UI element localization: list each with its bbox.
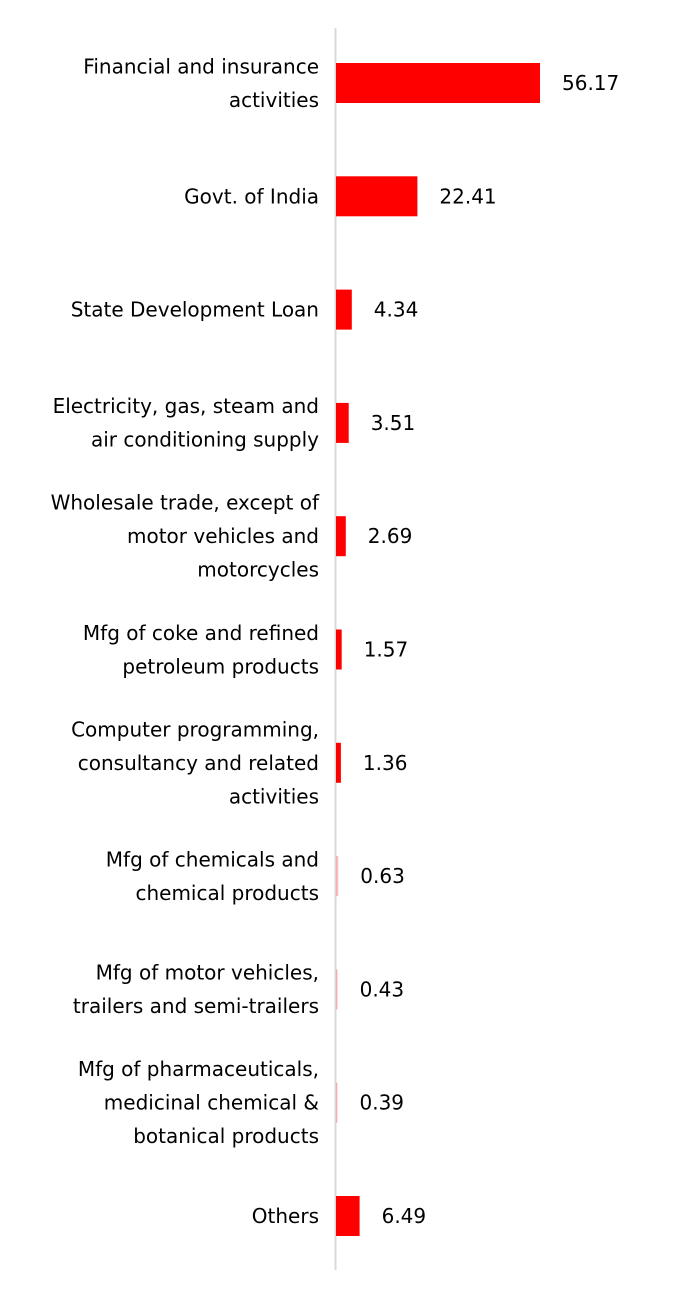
- category-label-4: [53, 394, 320, 452]
- category-label-1: [83, 54, 319, 112]
- category-label-line: medicinal chemical &: [103, 1090, 319, 1115]
- category-label-line: Computer programming,: [71, 717, 319, 742]
- bar-6: [336, 630, 342, 670]
- bar-8: [336, 856, 338, 896]
- category-label-line: Mfg of coke and refined: [82, 620, 319, 645]
- bar-11: [336, 1196, 360, 1236]
- category-label-line: State Development Loan: [70, 297, 319, 322]
- category-label-5: [51, 491, 320, 582]
- category-label-line: activities: [228, 784, 319, 809]
- category-labels-group: [51, 54, 320, 1228]
- category-label-line: consultancy and related: [77, 750, 319, 775]
- bar-4: [336, 403, 349, 443]
- category-label-9: [73, 961, 319, 1019]
- category-label-line: chemical products: [135, 880, 319, 905]
- category-label-line: botanical products: [133, 1124, 319, 1149]
- category-label-line: Mfg of motor vehicles,: [95, 960, 319, 985]
- category-label-line: Mfg of chemicals and: [105, 847, 319, 872]
- value-label-7: 1.36: [362, 750, 408, 775]
- bar-7: [336, 743, 341, 783]
- bar-2: [336, 176, 417, 216]
- category-label-line: Others: [251, 1204, 319, 1228]
- category-label-8: [106, 847, 319, 905]
- category-label-3: [71, 298, 319, 322]
- category-label-11: [252, 1204, 319, 1228]
- category-label-6: [83, 621, 319, 679]
- category-label-line: motorcycles: [197, 557, 319, 582]
- category-label-2: [184, 184, 319, 208]
- bar-5: [336, 516, 346, 556]
- category-label-line: Govt. of India: [184, 184, 319, 209]
- category-label-line: Electricity, gas, steam and: [52, 394, 319, 419]
- value-label-11: 6.49: [381, 1204, 427, 1228]
- category-label-line: air conditioning supply: [90, 427, 319, 452]
- value-label-9: 0.43: [359, 977, 405, 1002]
- bar-10: [336, 1083, 338, 1123]
- value-labels-group: [360, 71, 620, 1228]
- value-label-10: 0.39: [359, 1090, 405, 1115]
- bar-1: [336, 63, 540, 103]
- value-label-3: 4.34: [373, 297, 419, 322]
- category-label-10: [78, 1057, 319, 1148]
- category-label-line: Wholesale trade, except of: [50, 490, 319, 515]
- category-label-7: [71, 717, 319, 808]
- category-label-line: activities: [228, 87, 319, 112]
- value-label-5: 2.69: [367, 524, 413, 549]
- value-label-6: 1.57: [363, 637, 409, 662]
- bar-3: [336, 290, 352, 330]
- category-label-line: motor vehicles and: [126, 524, 319, 549]
- value-label-1: 56.17: [562, 71, 620, 95]
- value-label-2: 22.41: [439, 184, 497, 209]
- bar-9: [336, 969, 338, 1009]
- value-label-8: 0.63: [360, 864, 405, 889]
- category-label-line: Financial and insurance: [83, 54, 319, 79]
- category-label-line: petroleum products: [122, 654, 319, 679]
- category-label-line: Mfg of pharmaceuticals,: [77, 1057, 319, 1082]
- category-label-line: trailers and semi-trailers: [72, 994, 319, 1019]
- value-label-4: 3.51: [370, 410, 416, 435]
